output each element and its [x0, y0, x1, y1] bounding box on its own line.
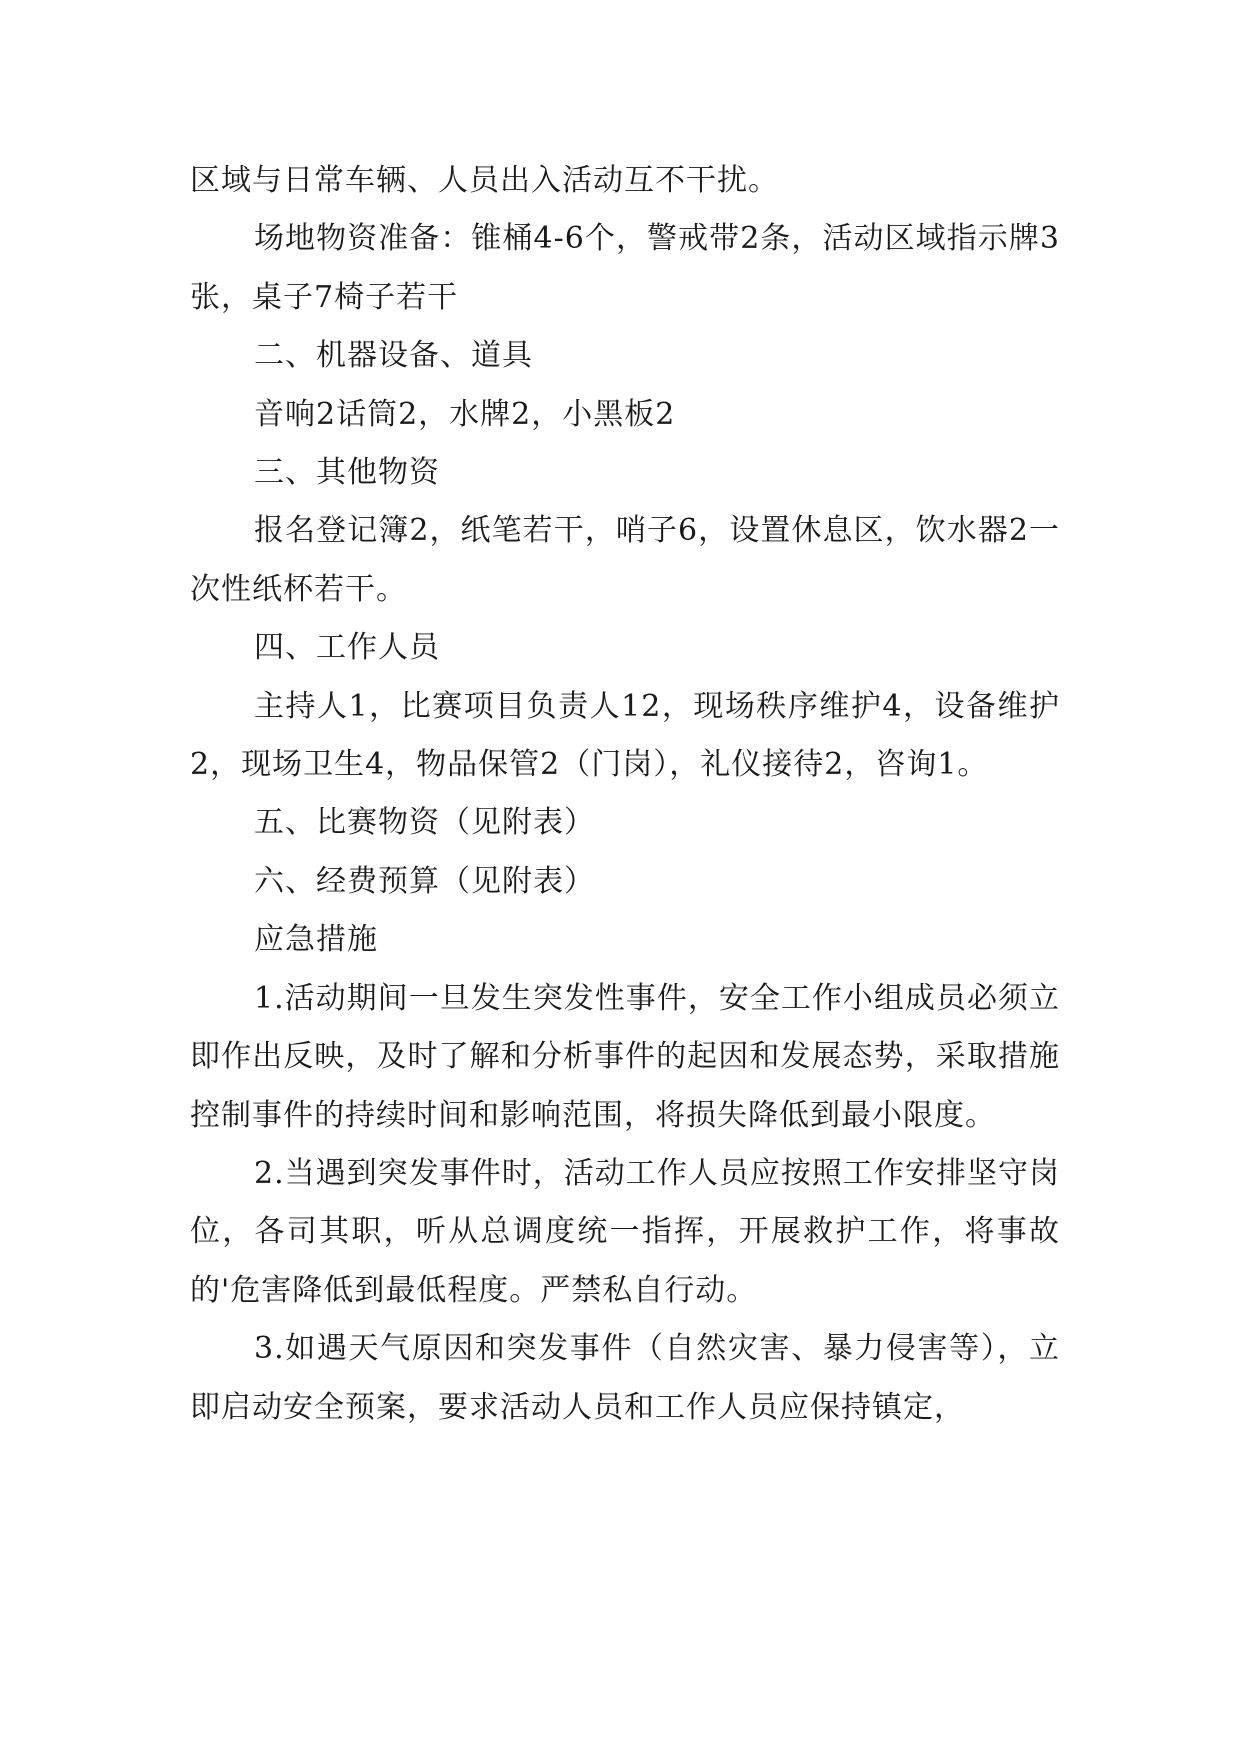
section-heading-competition-supplies: 五、比赛物资（见附表） [254, 805, 595, 841]
document-body [190, 152, 1060, 1437]
paragraph-emergency-1: 1.活动期间一旦发生突发性事件，安全工作小组成员必须立即作出反映，及时了解和分析事件的起因和发展态势，采取措施控制事件的持续时间和影响范围，将损失降低到最小限度。 [190, 980, 1060, 1133]
paragraph-emergency-2: 2.当遇到突发事件时，活动工作人员应按照工作安排坚守岗位，各司其职，听从总调度统一指挥，开展救护工作，将事故的'危害降低到最低程度。严禁私自行动。 [190, 1155, 1060, 1308]
section-heading-emergency: 应急措施 [254, 922, 378, 958]
section-heading-budget: 六、经费预算（见附表） [254, 863, 595, 899]
section-heading-staff: 四、工作人员 [254, 630, 440, 666]
paragraph-emergency-3: 3.如遇天气原因和突发事件（自然灾害、暴力侵害等），立即启动安全预案，要求活动人员和工作人员应保持镇定， [190, 1331, 1060, 1425]
paragraph-venue-supplies: 场地物资准备：锥桶4-6个，警戒带2条，活动区域指示牌3张，桌子7椅子若干 [190, 221, 1060, 315]
section-heading-other-supplies: 三、其他物资 [254, 455, 440, 491]
section-heading-equipment: 二、机器设备、道具 [254, 338, 533, 374]
paragraph-equipment: 音响2话筒2，水牌2，小黑板2 [254, 396, 676, 432]
paragraph-continuation: 区域与日常车辆、人员出入活动互不干扰。 [190, 163, 779, 198]
paragraph-other-supplies: 报名登记簿2，纸笔若干，哨子6，设置休息区，饮水器2一次性纸杯若干。 [190, 513, 1060, 607]
paragraph-staff: 主持人1，比赛项目负责人12，现场秩序维护4，设备维护2，现场卫生4，物品保管2（门岗），礼仪接待2，咨询1。 [190, 688, 1060, 783]
